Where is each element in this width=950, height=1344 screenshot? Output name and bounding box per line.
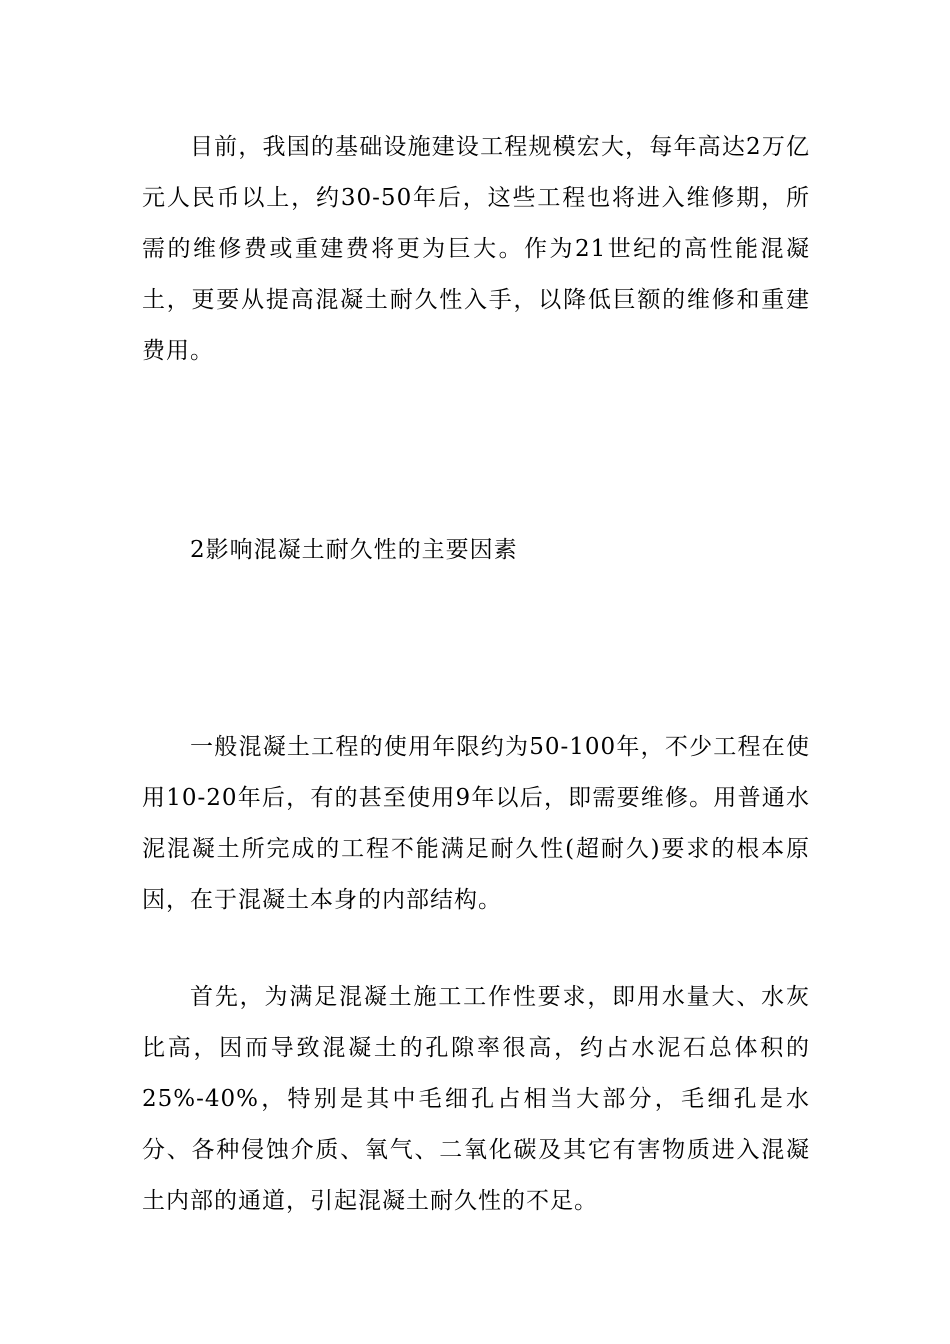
section-heading: 2影响混凝土耐久性的主要因素 <box>190 537 518 563</box>
body-paragraph: 首先，为满足混凝土施工工作性要求，即用水量大、水灰比高，因而导致混凝土的孔隙率很高，约占水泥石总体积的25%-40%，特别是其中毛细孔占相当大部分，毛细孔是水分、各种侵蚀介质、氧气、二氧化碳及其它有害物质进入混凝土内部的通道，引起混凝土耐久性的不足。 <box>142 984 810 1214</box>
body-paragraph: 目前，我国的基础设施建设工程规模宏大，每年高达2万亿元人民币以上，约30-50年后，这些工程也将进入维修期，所需的维修费或重建费将更为巨大。作为21世纪的高性能混凝土，更要从提高混凝土耐久性入手，以降低巨额的维修和重建费用。 <box>142 134 810 364</box>
body-paragraph: 一般混凝土工程的使用年限约为50-100年，不少工程在使用10-20年后，有的甚至使用9年以后，即需要维修。用普通水泥混凝土所完成的工程不能满足耐久性(超耐久)要求的根本原因，在于混凝土本身的内部结构。 <box>142 734 810 913</box>
